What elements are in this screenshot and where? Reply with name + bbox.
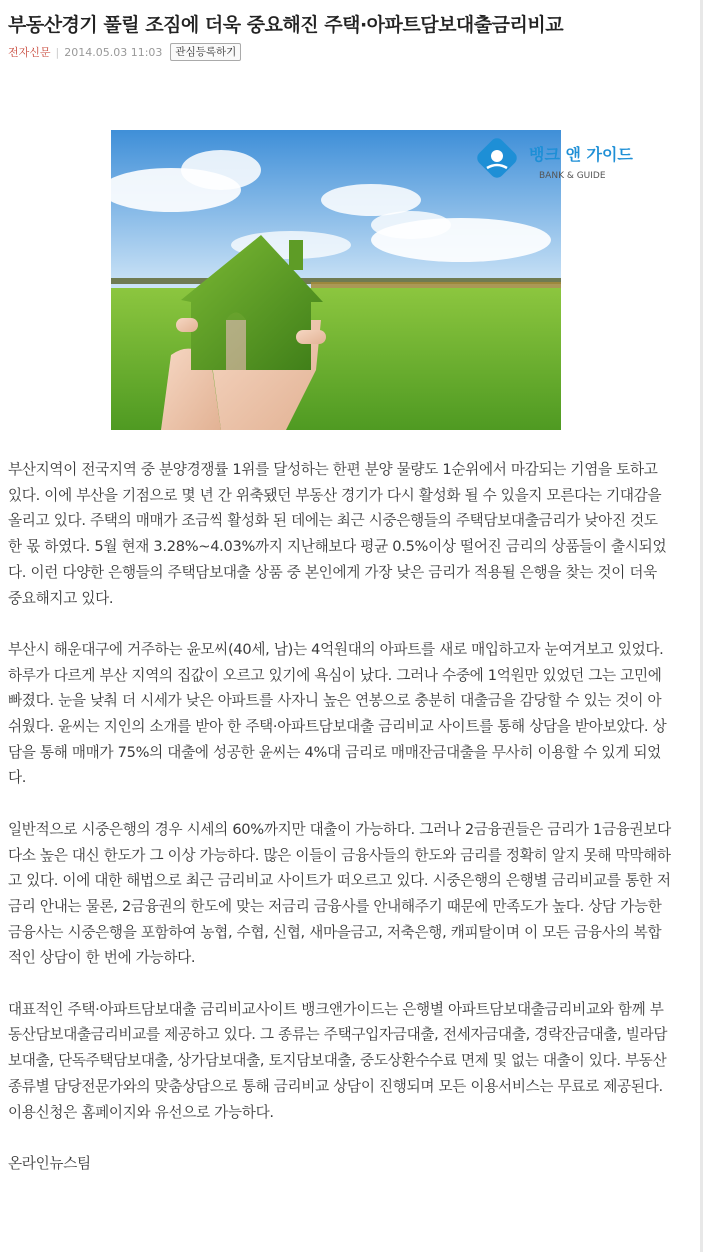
article-image: [111, 130, 633, 430]
article-paragraph: 부산지역이 전국지역 중 분양경쟁률 1위를 달성하는 한편 분양 물량도 1순위에서 마감되는 기염을 토하고 있다. 이에 부산을 기점으로 몇 년 간 위축됐던 부동산 경기가 다시 활성화 될 수 있을지 모른다는 기대감을 올리고 있다. 주택의 매매가 조금씩 활성화 된 데에는 최근 시중은행들의 주택담보대출금리가 낮아진 것도 한 몫 하였다. 5월 현재 3.28%~4.03%까지 지난해보다 평균 0.5%이상 떨어진 금리의 상품들이 출시되었다. 이런 다양한 은행들의 주택담보대출 상품 중 본인에게 가장 낮은 금리가 적용될 은행을 찾는 것이 더욱 중요해지고 있다.: [8, 461, 667, 607]
article-body: [8, 457, 672, 1177]
article-header: [8, 10, 688, 61]
meta-divider: |: [55, 45, 60, 59]
article-paragraph: 일반적으로 시중은행의 경우 시세의 60%까지만 대출이 가능하다. 그러나 2금융권들은 금리가 1금융권보다 다소 높은 대신 한도가 그 이상 가능하다. 많은 이들이 금융사들의 한도와 금리를 정확히 알지 못해 막막해하고 있다. 이에 대한 해법으로 최근 금리비교 사이트가 떠오르고 있다. 시중은행의 은행별 금리비교를 통한 저금리 안내는 물론, 2금융권의 한도에 맞는 저금리 금융사를 안내해주기 때문에 만족도가 높다. 상담 가능한 금융사는 시중은행을 포함하여 농협, 수협, 신협, 새마을금고, 저축은행, 캐피탈이며 이 모든 금융사의 복합적인 상담이 한 번에 가능하다.: [8, 820, 671, 967]
article-source[interactable]: 전자신문: [8, 46, 51, 59]
article-title: 부동산경기 풀릴 조짐에 더욱 중요해진 주택·아파트담보대출금리비교: [8, 14, 564, 36]
article-meta: [8, 43, 688, 61]
bank-and-guide-logo-art: [479, 138, 673, 186]
logo-english-text: BANK & GUIDE: [539, 171, 606, 181]
article-datetime: 2014.05.03 11:03: [64, 45, 163, 59]
article-paragraph: 대표적인 주택·아파트담보대출 금리비교사이트 뱅크앤가이드는 은행별 아파트담보대출금리비교와 함께 부동산담보대출금리비교를 제공하고 있다. 그 종류는 주택구입자금대출, 전세자금대출, 경락잔금대출, 빌라담보대출, 단독주택담보대출, 상가담보대출, 토지담보대출, 중도상환수수료 면제 및 없는 대출이 있다. 부동산 종류별 담당전문가와의 맞춤상담으로 통해 금리비교 상담이 진행되며 모든 이용서비스는 무료로 제공된다. 이용신청은 홈페이지와 유선으로 가능하다.: [8, 1000, 668, 1121]
bank-and-guide-logo: [479, 138, 673, 186]
logo-korean-text: 뱅크 앤 가이드: [529, 145, 633, 164]
article-signature: 온라인뉴스팀: [8, 1154, 91, 1172]
follow-button[interactable]: 관심등록하기: [170, 43, 241, 61]
article-paragraph: 부산시 해운대구에 거주하는 윤모씨(40세, 남)는 4억원대의 아파트를 새로 매입하고자 눈여겨보고 있었다. 하루가 다르게 부산 지역의 집값이 오르고 있기에 욕심이 났다. 그러나 수중에 1억원만 있었던 그는 고민에 빠졌다. 눈을 낮춰 더 시세가 낮은 아파트를 사자니 높은 연봉으로 충분히 대출금을 감당할 수 있는 것이 아쉬웠다. 윤씨는 지인의 소개를 받아 한 주택·아파트담보대출 금리비교 사이트를 통해 상담을 받아보았다. 상담을 통해 매매가 75%의 대출에 성공한 윤씨는 4%대 금리로 매매잔금대출을 무사히 이용할 수 있게 되었다.: [8, 640, 667, 787]
